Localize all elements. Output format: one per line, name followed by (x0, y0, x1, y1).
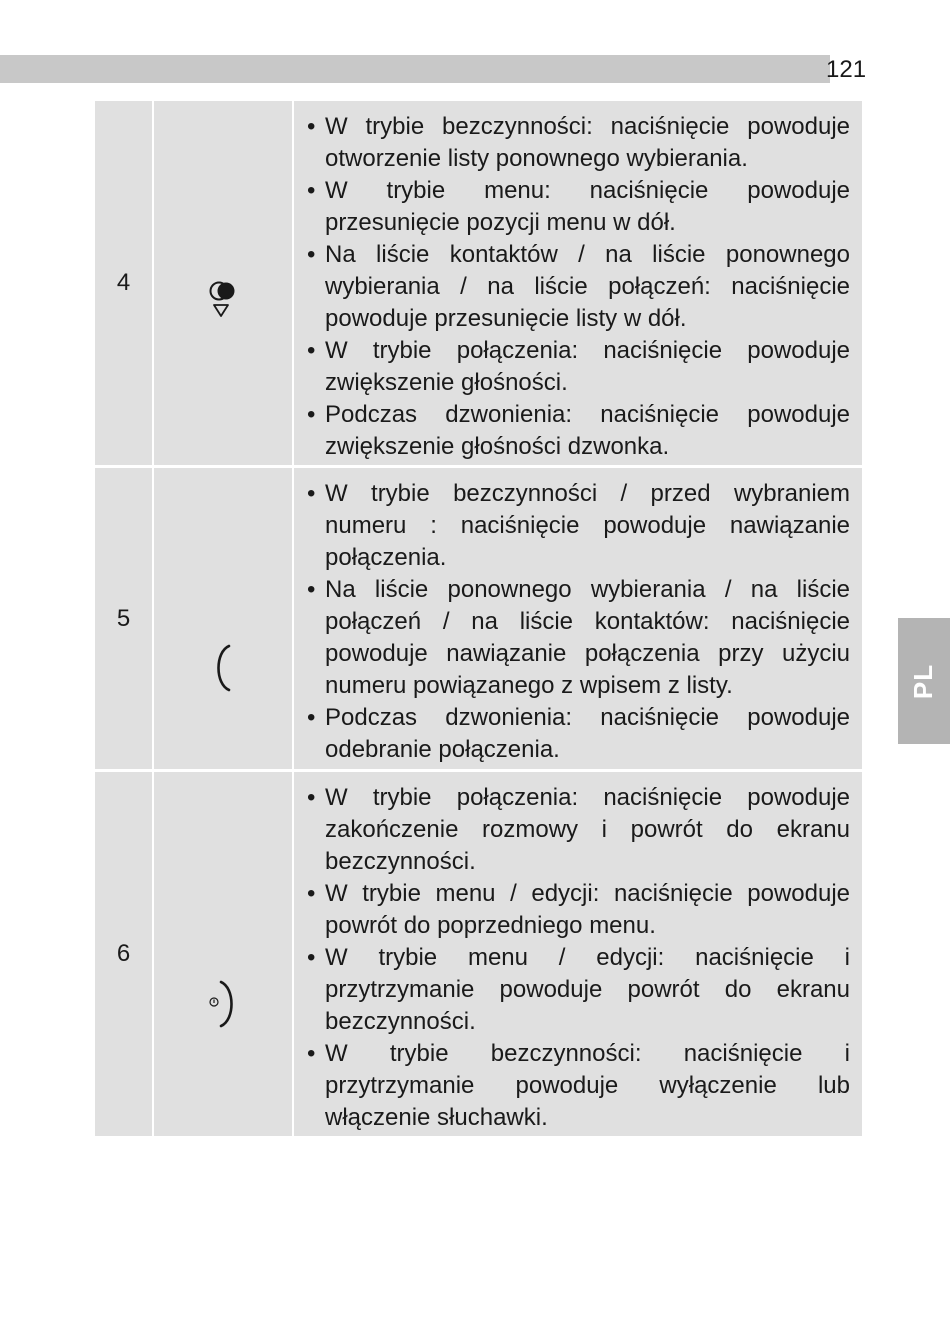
list-item: • Na liście ponownego wybierania / na liście połączeń / na liście kontaktów: naciśnięcie powoduje nawiązanie połączenia przy użyciu numeru powiązanego z wpisem z listy. (306, 574, 850, 702)
row-number: 6 (95, 772, 152, 1136)
description-list (306, 782, 850, 1134)
description-cell (294, 468, 862, 769)
volume-up-down-arrow-icon (205, 279, 241, 319)
description-list (306, 478, 850, 766)
talk-handset-icon (205, 643, 241, 693)
list-item: • W trybie menu / edycji: naciśnięcie powoduje powrót do poprzedniego menu. (306, 878, 850, 942)
row-number: 5 (95, 468, 152, 769)
list-item: • W trybie bezczynności: naciśnięcie powoduje otworzenie listy ponownego wybierania. (306, 111, 850, 175)
icon-cell (154, 468, 292, 769)
list-item: • W trybie połączenia: naciśnięcie powoduje zwiększenie głośności. (306, 335, 850, 399)
page-number: 121 (826, 56, 867, 83)
list-item: • W trybie połączenia: naciśnięcie powoduje zakończenie rozmowy i powrót do ekranu bezczynności. (306, 782, 850, 878)
header-bar (0, 55, 830, 83)
list-item: • W trybie menu / edycji: naciśnięcie i przytrzymanie powoduje powrót do ekranu bezczynności. (306, 942, 850, 1038)
end-call-power-icon (205, 979, 241, 1029)
list-item: • W trybie bezczynności: naciśnięcie i przytrzymanie powoduje wyłączenie lub włączenie słuchawki. (306, 1038, 850, 1134)
list-item: • Podczas dzwonienia: naciśnięcie powoduje odebranie połączenia. (306, 702, 850, 766)
description-cell (294, 101, 862, 465)
language-tab (898, 618, 950, 744)
icon-cell (154, 101, 292, 465)
description-list (306, 111, 850, 463)
language-tab-label: PL (908, 663, 939, 699)
description-cell (294, 772, 862, 1136)
list-item: • Na liście kontaktów / na liście ponownego wybierania / na liście połączeń: naciśnięcie powoduje przesunięcie listy w dół. (306, 239, 850, 335)
icon-cell (154, 772, 292, 1136)
list-item: • Podczas dzwonienia: naciśnięcie powoduje zwiększenie głośności dzwonka. (306, 399, 850, 463)
list-item: • W trybie bezczynności / przed wybraniem numeru : naciśnięcie powoduje nawiązanie połączenia. (306, 478, 850, 574)
key-function-table (95, 101, 862, 1136)
row-number: 4 (95, 101, 152, 465)
list-item: • W trybie menu: naciśnięcie powoduje przesunięcie pozycji menu w dół. (306, 175, 850, 239)
